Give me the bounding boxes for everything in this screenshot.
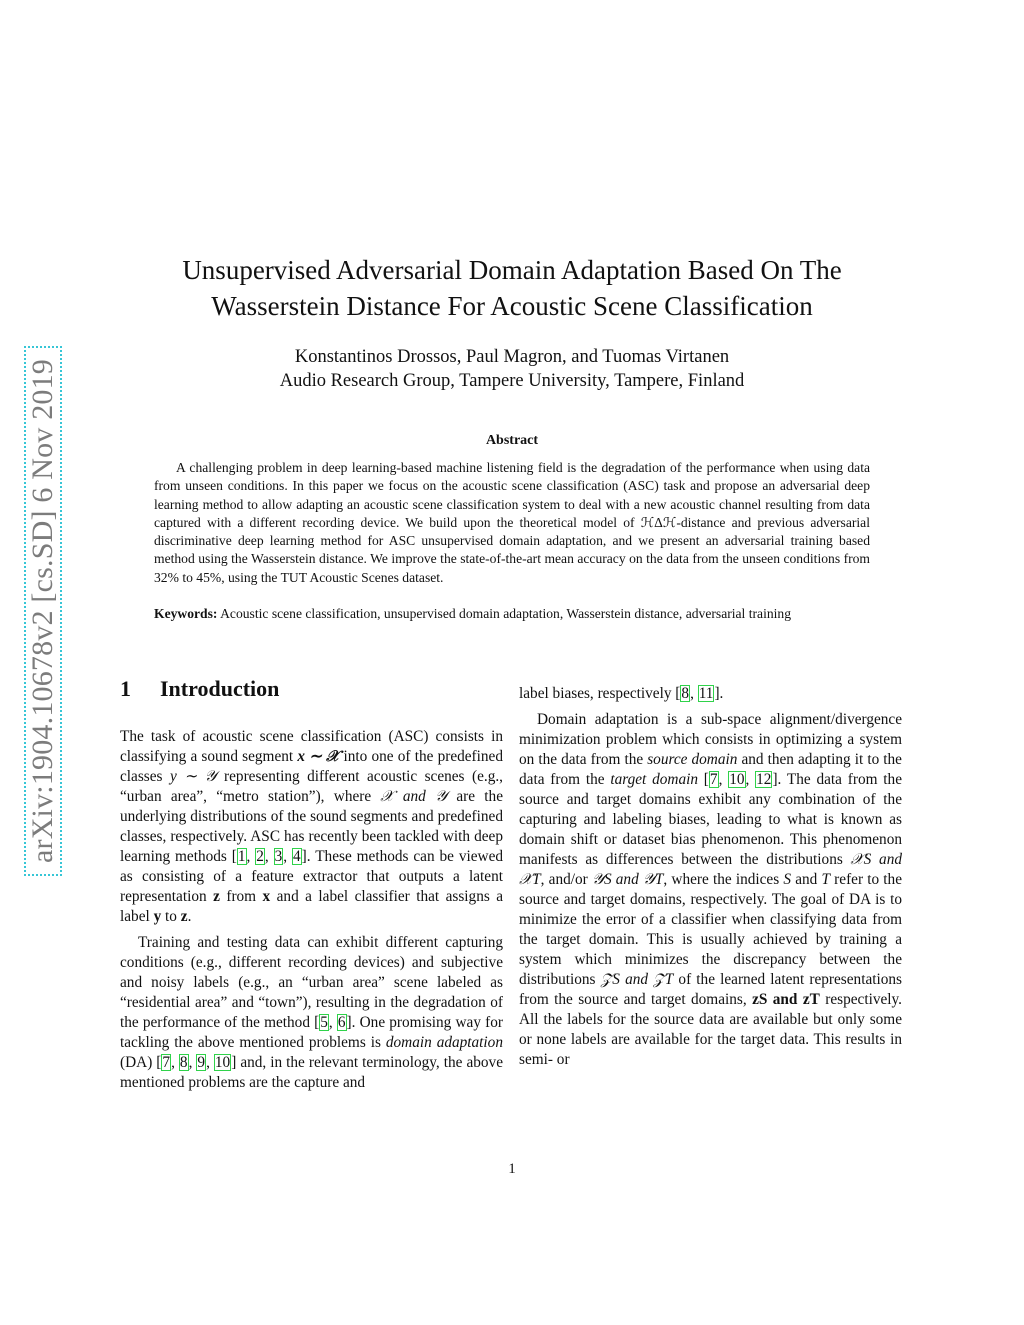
intro-continuation: label biases, respectively [8, 11]. (519, 685, 724, 702)
keywords (154, 605, 870, 623)
citation-link[interactable]: 5 (320, 1014, 328, 1031)
citation-link[interactable]: 10 (729, 771, 745, 788)
citation-link[interactable]: 12 (756, 771, 772, 788)
page-number: 1 (508, 1161, 516, 1177)
abstract-text: A challenging problem in deep learning-based machine listening field is the degradation of the performance when using data from unseen conditions. In this paper we focus on the acoustic scene classification (ASC) task and propose an adversarial deep learning method to allow adapting an acoustic scene classification system to deal with a new acoustic channel resulting from data captured with a different recording device. We build upon the theoretical model of ℋΔℋ-distance and previous adversarial discriminative deep learning method for ASC unsupervised domain adaptation, and we present an adversarial training based method using the Wasserstein distance. We improve the state-of-the-art mean accuracy on the data from the unseen conditions from 32% to 45%, using the TUT Acoustic Scenes dataset. (154, 460, 870, 585)
author-block (120, 345, 904, 393)
keywords-text: Acoustic scene classification, unsupervised domain adaptation, Wasserstein distance, adversarial training (220, 606, 792, 621)
citation-link[interactable]: 8 (681, 685, 690, 702)
intro-paragraph-2: Training and testing data can exhibit different capturing conditions (e.g., different recording devices) and subjective and noisy labels (e.g., an “urban area” scene labeled as “residential area” and “town”), resulting in the degradation of the performance of the method [5, 6]. One promising way for tackling the above mentioned problems is domain adaptation (DA) [7, 8, 9, 10] and, in the relevant terminology, the above mentioned problems are the capture and (120, 934, 503, 1091)
citation-link[interactable]: 7 (709, 771, 718, 788)
right-column (519, 684, 902, 1076)
paper-title (120, 252, 904, 324)
section-heading-introduction (120, 676, 279, 702)
citation-link[interactable]: 2 (256, 848, 264, 865)
arxiv-identifier-stamp[interactable]: arXiv:1904.10678v2 [cs.SD] 6 Nov 2019 (24, 346, 62, 876)
author-names: Konstantinos Drossos, Paul Magron, and Tuomas Virtanen (294, 347, 730, 367)
citation-link[interactable]: 1 (237, 848, 246, 865)
left-column (120, 727, 503, 1099)
section-title: Introduction (160, 676, 280, 701)
citation-link[interactable]: 7 (162, 1054, 171, 1071)
citation-link[interactable]: 4 (293, 848, 301, 865)
keywords-label: Keywords: (154, 606, 218, 621)
paper-title-line-1: Unsupervised Adversarial Domain Adaptation Based On The (182, 255, 842, 285)
citation-link[interactable]: 3 (274, 848, 283, 865)
author-affiliation: Audio Research Group, Tampere University, Tampere, Finland (279, 371, 745, 391)
citation-link[interactable]: 11 (698, 685, 714, 702)
section-number: 1 (120, 676, 131, 701)
citation-link[interactable]: 8 (179, 1054, 188, 1071)
intro-paragraph-3: Domain adaptation is a sub-space alignment/divergence minimization problem which consists in optimizing a system on the data from the source domain and then adapting it to the data from the target domain [7, 10, 12]. The data from the source and target domains exhibit any combination of the capturing and labeling biases, leading to what is known as domain shift or dataset bias phenomenon. This phenomenon manifests as differences between the distributions 𝒳S and 𝒳T, and/or 𝒴S and 𝒴T, where the indices S and T refer to the source and target domains, respectively. The goal of DA is to minimize the error of a classifier when classifying data from the target domain. This is usually achieved by training a system which minimizes the discrepancy between the distributions 𝒵S and 𝒵T of the learned latent representations from the source and target domains, zS and zT respectively. All the labels for the source data are available but only some or none labels are available for the target data. This results in semi- or (519, 711, 903, 1068)
paper-title-line-2: Wasserstein Distance For Acoustic Scene Classification (211, 291, 813, 321)
citation-link[interactable]: 9 (197, 1054, 206, 1071)
citation-link[interactable]: 10 (214, 1054, 231, 1071)
abstract-heading: Abstract (485, 433, 539, 448)
intro-paragraph-1: The task of acoustic scene classification (ASC) consists in classifying a sound segment x ∼ 𝒳 into one of the predefined classes y ∼ 𝒴 representing different acoustic scenes (e.g., “urban area”, “metro station”), where 𝒳 and 𝒴 are the underlying distributions of the sound segments and predefined classes, respectively. ASC has recently been tackled with deep learning methods [1, 2, 3, 4]. These methods can be viewed as consisting of a feature extractor that outputs a latent representation z from x and a label classifier that assigns a label y to z. (120, 728, 504, 925)
citation-link[interactable]: 6 (337, 1014, 346, 1031)
